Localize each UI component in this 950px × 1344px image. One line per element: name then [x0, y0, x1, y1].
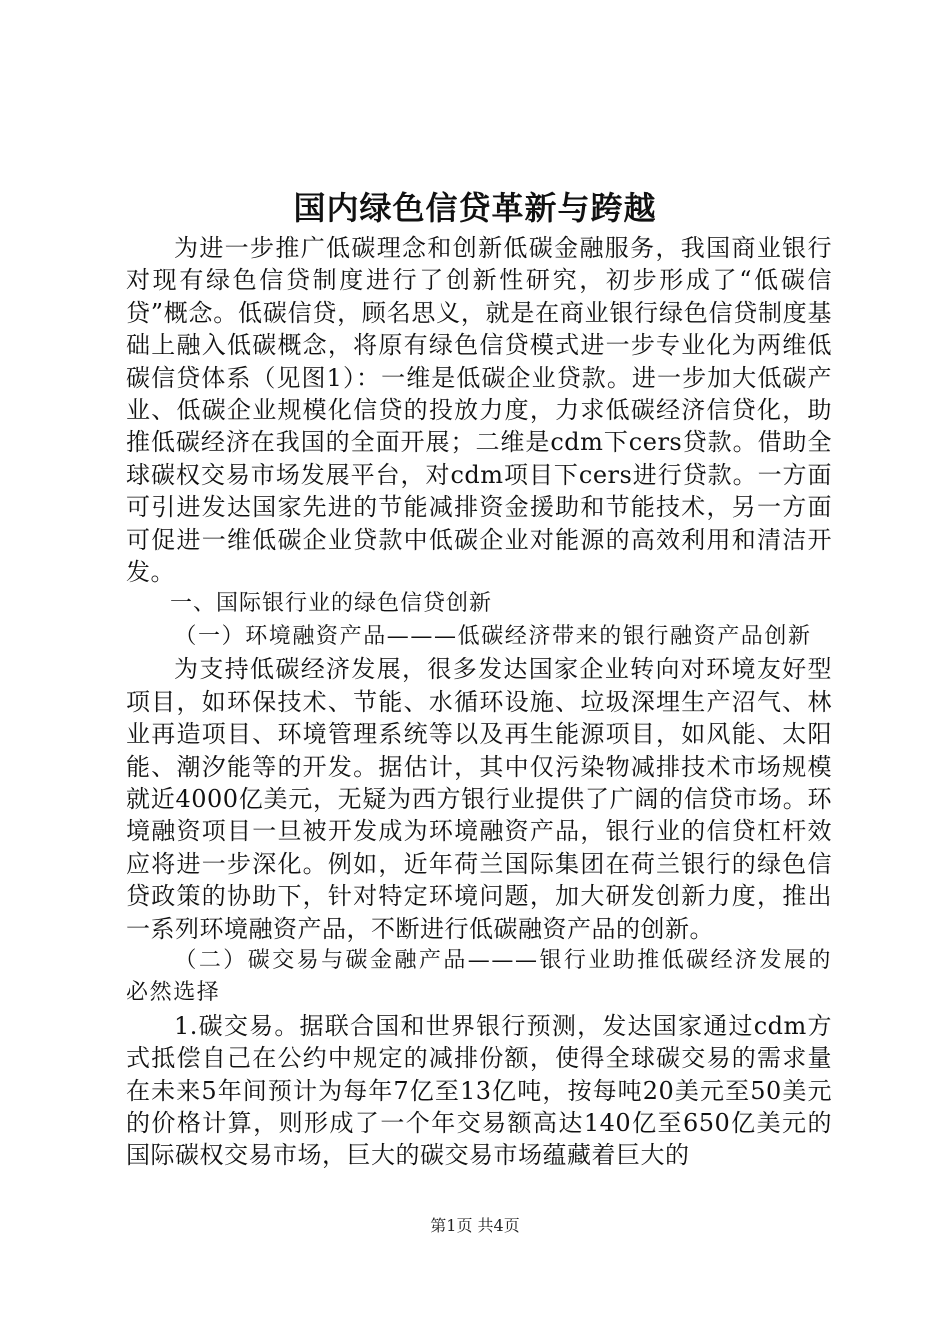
- document-body: [126, 232, 832, 1172]
- document-title: 国内绿色信贷革新与跨越: [293, 189, 657, 227]
- page-footer: 第1页 共4页: [430, 1216, 520, 1235]
- paragraph-environmental-finance: 为支持低碳经济发展，很多发达国家企业转向对环境友好型项目，如环保技术、节能、水循环设施、垃圾深埋生产沼气、林业再造项目、环境管理系统等以及再生能源项目，如风能、太阳能、潮汐能等的开发。据估计，其中仅污染物减排技术市场规模就近4000亿美元，无疑为西方银行业提供了广阔的信贷市场。环境融资项目一旦被开发成为环境融资产品，银行业的信贷杠杆效应将进一步深化。例如，近年荷兰国际集团在荷兰银行的绿色信贷政策的协助下，针对特定环境问题，加大研发创新力度，推出一系列环境融资产品，不断进行低碳融资产品的创新。: [126, 655, 832, 943]
- subsection-heading-2: （二）碳交易与碳金融产品———银行业助推低碳经济发展的必然选择: [126, 947, 832, 1006]
- subsection-heading-1: （一）环境融资产品———低碳经济带来的银行融资产品创新: [174, 623, 812, 649]
- section-heading-1: 一、国际银行业的绿色信贷创新: [170, 591, 493, 617]
- paragraph-carbon-trading: 1.碳交易。据联合国和世界银行预测，发达国家通过cdm方式抵偿自己在公约中规定的减排份额，使得全球碳交易的需求量在未来5年间预计为每年7亿至13亿吨，按每吨20美元至50美元的价格计算，则形成了一个年交易额高达140亿至650亿美元的国际碳权交易市场，巨大的碳交易市场蕴藏着巨大的: [126, 1011, 832, 1170]
- paragraph-intro: 为进一步推广低碳理念和创新低碳金融服务，我国商业银行对现有绿色信贷制度进行了创新性研究，初步形成了“低碳信贷”概念。低碳信贷，顾名思义，就是在商业银行绿色信贷制度基础上融入低碳概念，将原有绿色信贷模式进一步专业化为两维低碳信贷体系（见图1）：一维是低碳企业贷款。进一步加大低碳产业、低碳企业规模化信贷的投放力度，力求低碳经济信贷化，助推低碳经济在我国的全面开展；二维是cdm下cers贷款。借助全球碳权交易市场发展平台，对cdm项目下cers进行贷款。一方面可引进发达国家先进的节能减排资金援助和节能技术，另一方面可促进一维低碳企业贷款中低碳企业对能源的高效利用和清洁开发。: [126, 234, 832, 587]
